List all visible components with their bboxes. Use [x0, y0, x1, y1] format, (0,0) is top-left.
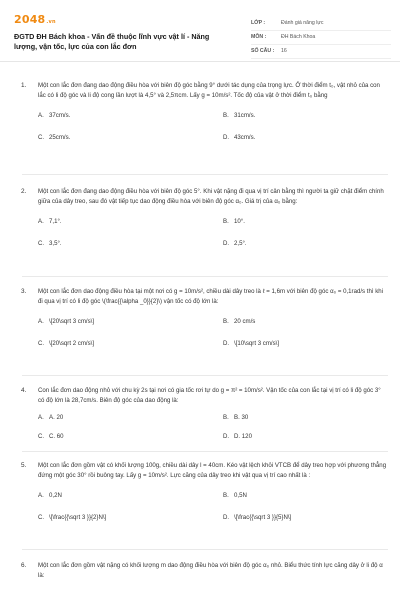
page-title: ĐGTD ĐH Bách khoa - Vấn đề thuộc lĩnh vực vật lí - Năng lượng, vận tốc, lực của con lắc đơn — [14, 32, 210, 51]
question-number: 3. — [21, 288, 27, 295]
option-letter: C. — [38, 432, 45, 440]
option-letter: C. — [38, 513, 45, 521]
question-number: 1. — [21, 82, 27, 89]
option-d[interactable] — [223, 339, 279, 348]
question-number: 2. — [21, 188, 27, 195]
option-letter: A. — [38, 413, 44, 421]
option-a[interactable] — [38, 317, 94, 326]
option-c[interactable] — [38, 432, 64, 441]
logo-suffix: .vn — [46, 19, 56, 25]
option-letter: C. — [38, 239, 45, 247]
question-text: Một con lắc đơn dao động điều hòa tại một nơi có g = 10m/s², chiều dài dây treo là ℓ = 1,6m với biên độ góc α₀ = 0,1rad/s thì khi đi qua vị trí có li độ góc \(\frac{{\alpha _0}}{2}\) vận tốc có độ lớn là: — [38, 288, 384, 305]
question-3 — [22, 277, 388, 376]
page-header — [0, 0, 400, 62]
option-letter: A. — [38, 491, 44, 499]
option-text: \[\frac{{\sqrt 3 }}{5}N\] — [234, 513, 292, 521]
option-b[interactable] — [223, 413, 248, 422]
meta-key: LỚP : — [251, 19, 266, 26]
option-text: C. 60 — [49, 432, 64, 440]
question-text: Một con lắc đơn gồm vật có khối lượng 100g, chiều dài dây l = 40cm. Kéo vật lệch khỏi VTCB để dây treo hợp với phương thẳng đứng một góc 30° rồi buông tay. Lấy g = 10m/s². Lực căng của dây treo khi vật qua vị trí cao nhất là : — [38, 462, 387, 479]
option-a[interactable] — [38, 111, 70, 120]
option-letter: D. — [223, 339, 230, 347]
option-text: 37cm/s. — [49, 111, 71, 119]
option-text: 25cm/s. — [49, 133, 71, 141]
question-number: 6. — [21, 562, 27, 569]
option-a[interactable] — [38, 217, 62, 226]
option-letter: C. — [38, 133, 45, 141]
logo-text: 2048 — [14, 13, 46, 26]
meta-row-subject — [251, 31, 391, 45]
question-text: Một con lắc đơn đang dao động điều hòa với biên độ góc bằng 9° dưới tác dụng của trọng lực. Ở thời điểm t₀, vật nhỏ của con lắc có li độ góc và li độ cong lần lượt là 4,5° và 2,5πcm. Lấy g = 10m/s². Tốc độ của vật ở thời điểm t₀ bằng — [38, 82, 380, 99]
option-text: \[20\sqrt 2 cm/s\] — [49, 339, 95, 347]
option-text: 43cm/s. — [234, 133, 256, 141]
option-a[interactable] — [38, 491, 62, 500]
option-letter: A. — [38, 317, 44, 325]
option-letter: B. — [223, 111, 229, 119]
option-text: 3,5°. — [49, 239, 62, 247]
option-text: \[10\sqrt 3 cm/s\] — [234, 339, 280, 347]
option-b[interactable] — [223, 491, 247, 500]
question-text: Một con lắc đơn gồm vật nặng có khối lượng m dao động điều hòa với biên độ góc α₀ nhỏ. Biểu thức tính lực căng dây ở li độ α là: — [38, 562, 383, 579]
meta-table — [251, 17, 391, 59]
option-b[interactable] — [223, 111, 255, 120]
question-1 — [22, 62, 388, 175]
option-d[interactable] — [223, 239, 247, 248]
option-letter: C. — [38, 339, 45, 347]
option-text: B. 30 — [234, 413, 249, 421]
option-letter: D. — [223, 239, 230, 247]
option-text: 7,1°. — [49, 217, 62, 225]
option-letter: D. — [223, 432, 230, 440]
option-d[interactable] — [223, 432, 252, 441]
option-c[interactable] — [38, 239, 62, 248]
meta-row-class — [251, 17, 391, 31]
option-text: 0,2N — [49, 491, 62, 499]
option-letter: A. — [38, 217, 44, 225]
option-letter: B. — [223, 413, 229, 421]
question-text: Một con lắc đơn đang dao động điều hòa với biên độ góc 5°. Khi vật nặng đi qua vị trí cân bằng thì người ta giữ chặt điểm chính giữa của dây treo, sau đó vật tiếp tục dao động điều hòa với biên độ góc α₀. Giá trị của α₀ bằng: — [38, 188, 384, 205]
meta-value: ĐH Bách Khoa — [281, 33, 316, 40]
option-text: 10°. — [234, 217, 245, 225]
meta-key: MÔN : — [251, 33, 267, 40]
question-2 — [22, 175, 388, 277]
question-number: 4. — [21, 387, 27, 394]
meta-value: Đánh giá năng lực — [281, 19, 324, 26]
option-letter: B. — [223, 217, 229, 225]
question-text: Con lắc đơn dao động nhỏ với chu kỳ 2s tại nơi có gia tốc rơi tự do g = π² = 10m/s². Vận tốc của con lắc tại vị trí có li độ góc 3° có độ lớn là 28,7cm/s. Biên độ góc của dao động là: — [38, 387, 381, 404]
question-number: 5. — [21, 462, 27, 469]
option-a[interactable] — [38, 413, 63, 422]
meta-row-count — [251, 45, 391, 59]
option-d[interactable] — [223, 513, 291, 522]
meta-value: 16 — [281, 47, 287, 54]
option-text: \[\frac{{\sqrt 3 }}{2}N\] — [49, 513, 107, 521]
option-c[interactable] — [38, 339, 94, 348]
option-text: 20 cm/s — [234, 317, 256, 325]
option-c[interactable] — [38, 133, 70, 142]
option-text: 0,5N — [234, 491, 247, 499]
option-b[interactable] — [223, 217, 245, 226]
option-text: D. 120 — [234, 432, 252, 440]
option-b[interactable] — [223, 317, 255, 326]
question-5 — [22, 452, 388, 550]
option-text: \[20\sqrt 3 cm/s\] — [49, 317, 95, 325]
option-letter: D. — [223, 513, 230, 521]
option-letter: D. — [223, 133, 230, 141]
option-text: 2,5°. — [234, 239, 247, 247]
option-c[interactable] — [38, 513, 106, 522]
option-letter: B. — [223, 491, 229, 499]
question-list — [0, 62, 400, 600]
option-letter: B. — [223, 317, 229, 325]
question-4 — [22, 376, 388, 452]
option-text: 31cm/s. — [234, 111, 256, 119]
question-6 — [22, 550, 388, 600]
meta-key: SỐ CÂU : — [251, 47, 275, 54]
option-letter: A. — [38, 111, 44, 119]
option-text: A. 20 — [49, 413, 64, 421]
option-d[interactable] — [223, 133, 255, 142]
